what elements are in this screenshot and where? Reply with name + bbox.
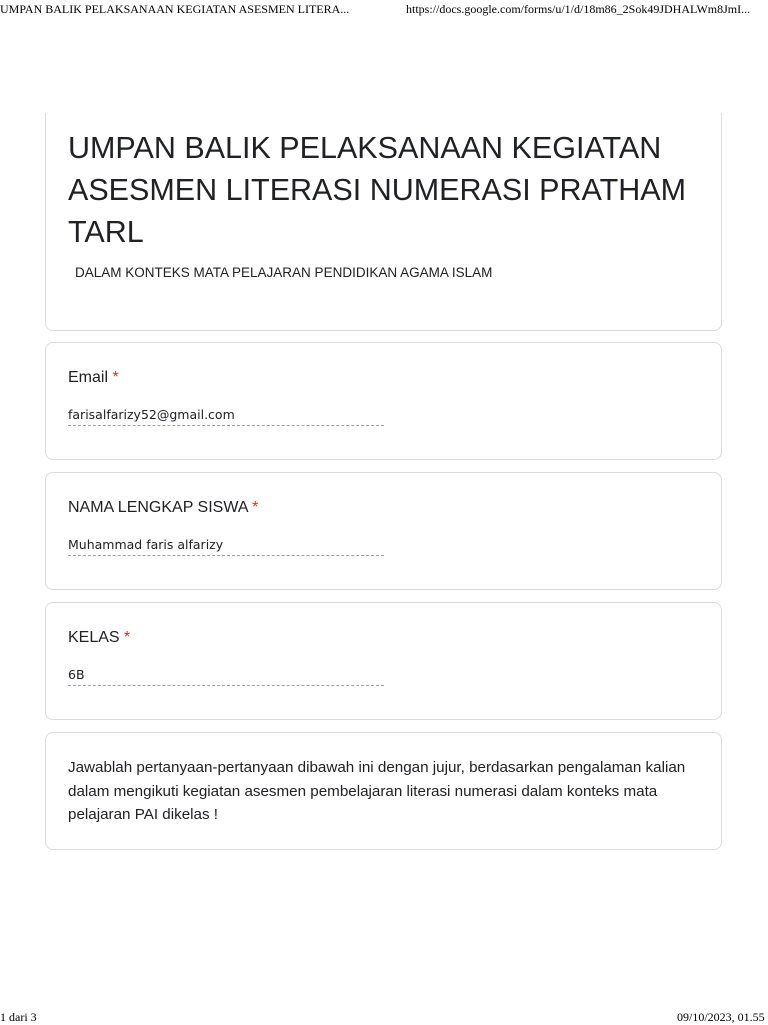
- print-footer: [0, 1010, 768, 1024]
- instructions-card: [45, 732, 722, 850]
- question-label-nama: [68, 499, 258, 517]
- instructions-text: Jawablah pertanyaan-pertanyaan dibawah ini dengan jujur, berdasarkan pengalaman kalian dalam mengikuti kegiatan asesmen pembelajaran literasi numerasi dalam konteks mata pelajaran PAI dikelas !: [68, 759, 686, 823]
- nama-answer-field[interactable]: Muhammad faris alfarizy: [68, 536, 384, 556]
- question-card-email: [45, 342, 722, 460]
- print-header: [0, 0, 768, 20]
- kelas-answer-field[interactable]: 6B: [68, 666, 384, 686]
- question-label-text: NAMA LENGKAP SISWA: [68, 499, 248, 516]
- print-header-title: UMPAN BALIK PELAKSANAAN KEGIATAN ASESMEN LITERA...: [0, 2, 350, 16]
- question-card-kelas: [45, 602, 722, 720]
- required-asterisk: *: [252, 499, 259, 516]
- question-label-text: KELAS: [68, 629, 120, 646]
- print-datetime: 09/10/2023, 01.55: [677, 1010, 765, 1024]
- question-label-email: [68, 369, 119, 387]
- email-answer-field[interactable]: farisalfarizy52@gmail.com: [68, 406, 384, 426]
- print-header-url: https://docs.google.com/forms/u/1/d/18m86_2Sok49JDHALWm8JmI...: [406, 2, 751, 16]
- question-card-nama: [45, 472, 722, 590]
- required-asterisk: *: [112, 369, 119, 386]
- question-label-kelas: [68, 629, 130, 647]
- question-label-text: Email: [68, 369, 109, 386]
- required-asterisk: *: [124, 629, 131, 646]
- form-title: UMPAN BALIK PELAKSANAAN KEGIATAN ASESMEN LITERASI NUMERASI PRATHAM TARL: [68, 131, 687, 249]
- form-description: DALAM KONTEKS MATA PELAJARAN PENDIDIKAN AGAMA ISLAM: [75, 265, 493, 280]
- form-title-card: [45, 113, 722, 331]
- page-number: 1 dari 3: [0, 1010, 37, 1024]
